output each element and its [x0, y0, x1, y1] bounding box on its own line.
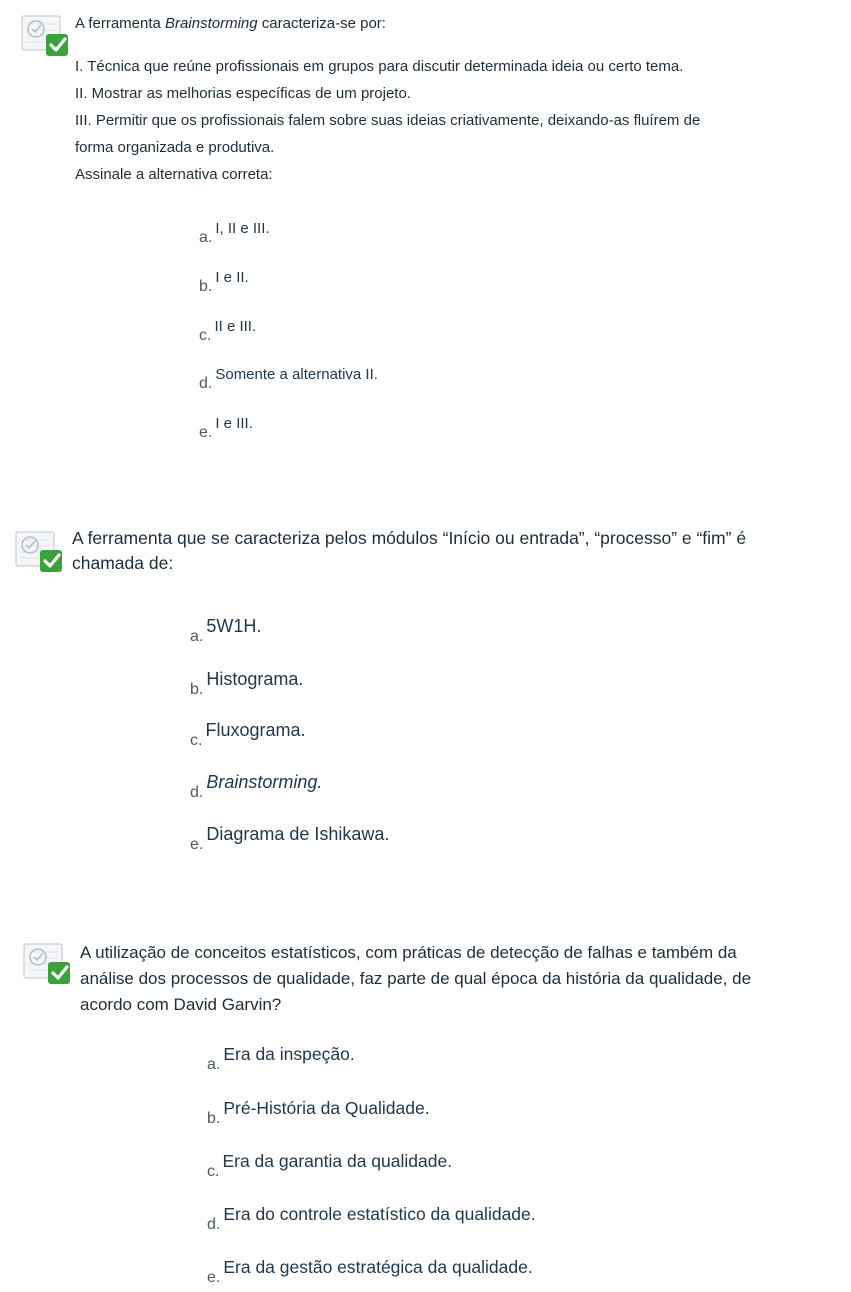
correct-answer-check-icon — [22, 940, 74, 984]
question-3-line-2: análise dos processos de qualidade, faz parte de qual época da história da qualidade, de — [80, 969, 752, 988]
option-e[interactable]: e.Diagrama de Ishikawa. — [190, 824, 390, 853]
option-a[interactable]: a.Era da inspeção. — [207, 1044, 355, 1073]
option-a[interactable]: a.I, II e III. — [199, 220, 270, 246]
question-1-line-1: A ferramenta Brainstorming caracteriza-se por: — [75, 15, 386, 32]
question-1-line-6: Assinale a alternativa correta: — [75, 166, 273, 183]
question-2-text — [72, 526, 746, 576]
question-3-text — [80, 940, 751, 1018]
question-3-line-3: acordo com David Garvin? — [80, 995, 282, 1014]
question-1-line-3: II. Mostrar as melhorias específicas de um projeto. — [75, 85, 411, 102]
question-1-body — [75, 53, 700, 188]
option-b[interactable]: b.Histograma. — [190, 669, 304, 698]
option-d[interactable]: d.Somente a alternativa II. — [199, 366, 378, 392]
correct-answer-check-icon — [20, 12, 72, 56]
question-2-line-1: A ferramenta que se caracteriza pelos módulos “Início ou entrada”, “processo” e “fim” é — [72, 528, 747, 548]
question-1-line-4: III. Permitir que os profissionais falem sobre suas ideias criativamente, deixando-as fluírem de — [75, 112, 701, 129]
option-d[interactable]: d.Brainstorming. — [190, 772, 323, 801]
option-e[interactable]: e.I e III. — [199, 415, 253, 441]
option-c[interactable]: c.II e III. — [199, 318, 257, 344]
option-d[interactable]: d.Era do controle estatístico da qualidade. — [207, 1204, 536, 1233]
question-3-line-1: A utilização de conceitos estatísticos, com práticas de detecção de falhas e também da — [80, 943, 737, 962]
option-b[interactable]: b.Pré-História da Qualidade. — [207, 1098, 430, 1127]
option-b[interactable]: b.I e II. — [199, 269, 249, 295]
option-c[interactable]: c.Era da garantia da qualidade. — [207, 1151, 453, 1180]
question-1-line-2: I. Técnica que reúne profissionais em grupos para discutir determinada ideia ou certo tema. — [75, 58, 684, 75]
option-e[interactable]: e.Era da gestão estratégica da qualidade. — [207, 1257, 533, 1286]
correct-answer-check-icon — [14, 528, 66, 572]
question-1-text — [75, 10, 386, 37]
question-2-line-2: chamada de: — [72, 553, 174, 573]
question-1-line-5: forma organizada e produtiva. — [75, 139, 275, 156]
option-c[interactable]: c.Fluxograma. — [190, 720, 306, 749]
option-a[interactable]: a.5W1H. — [190, 616, 262, 645]
